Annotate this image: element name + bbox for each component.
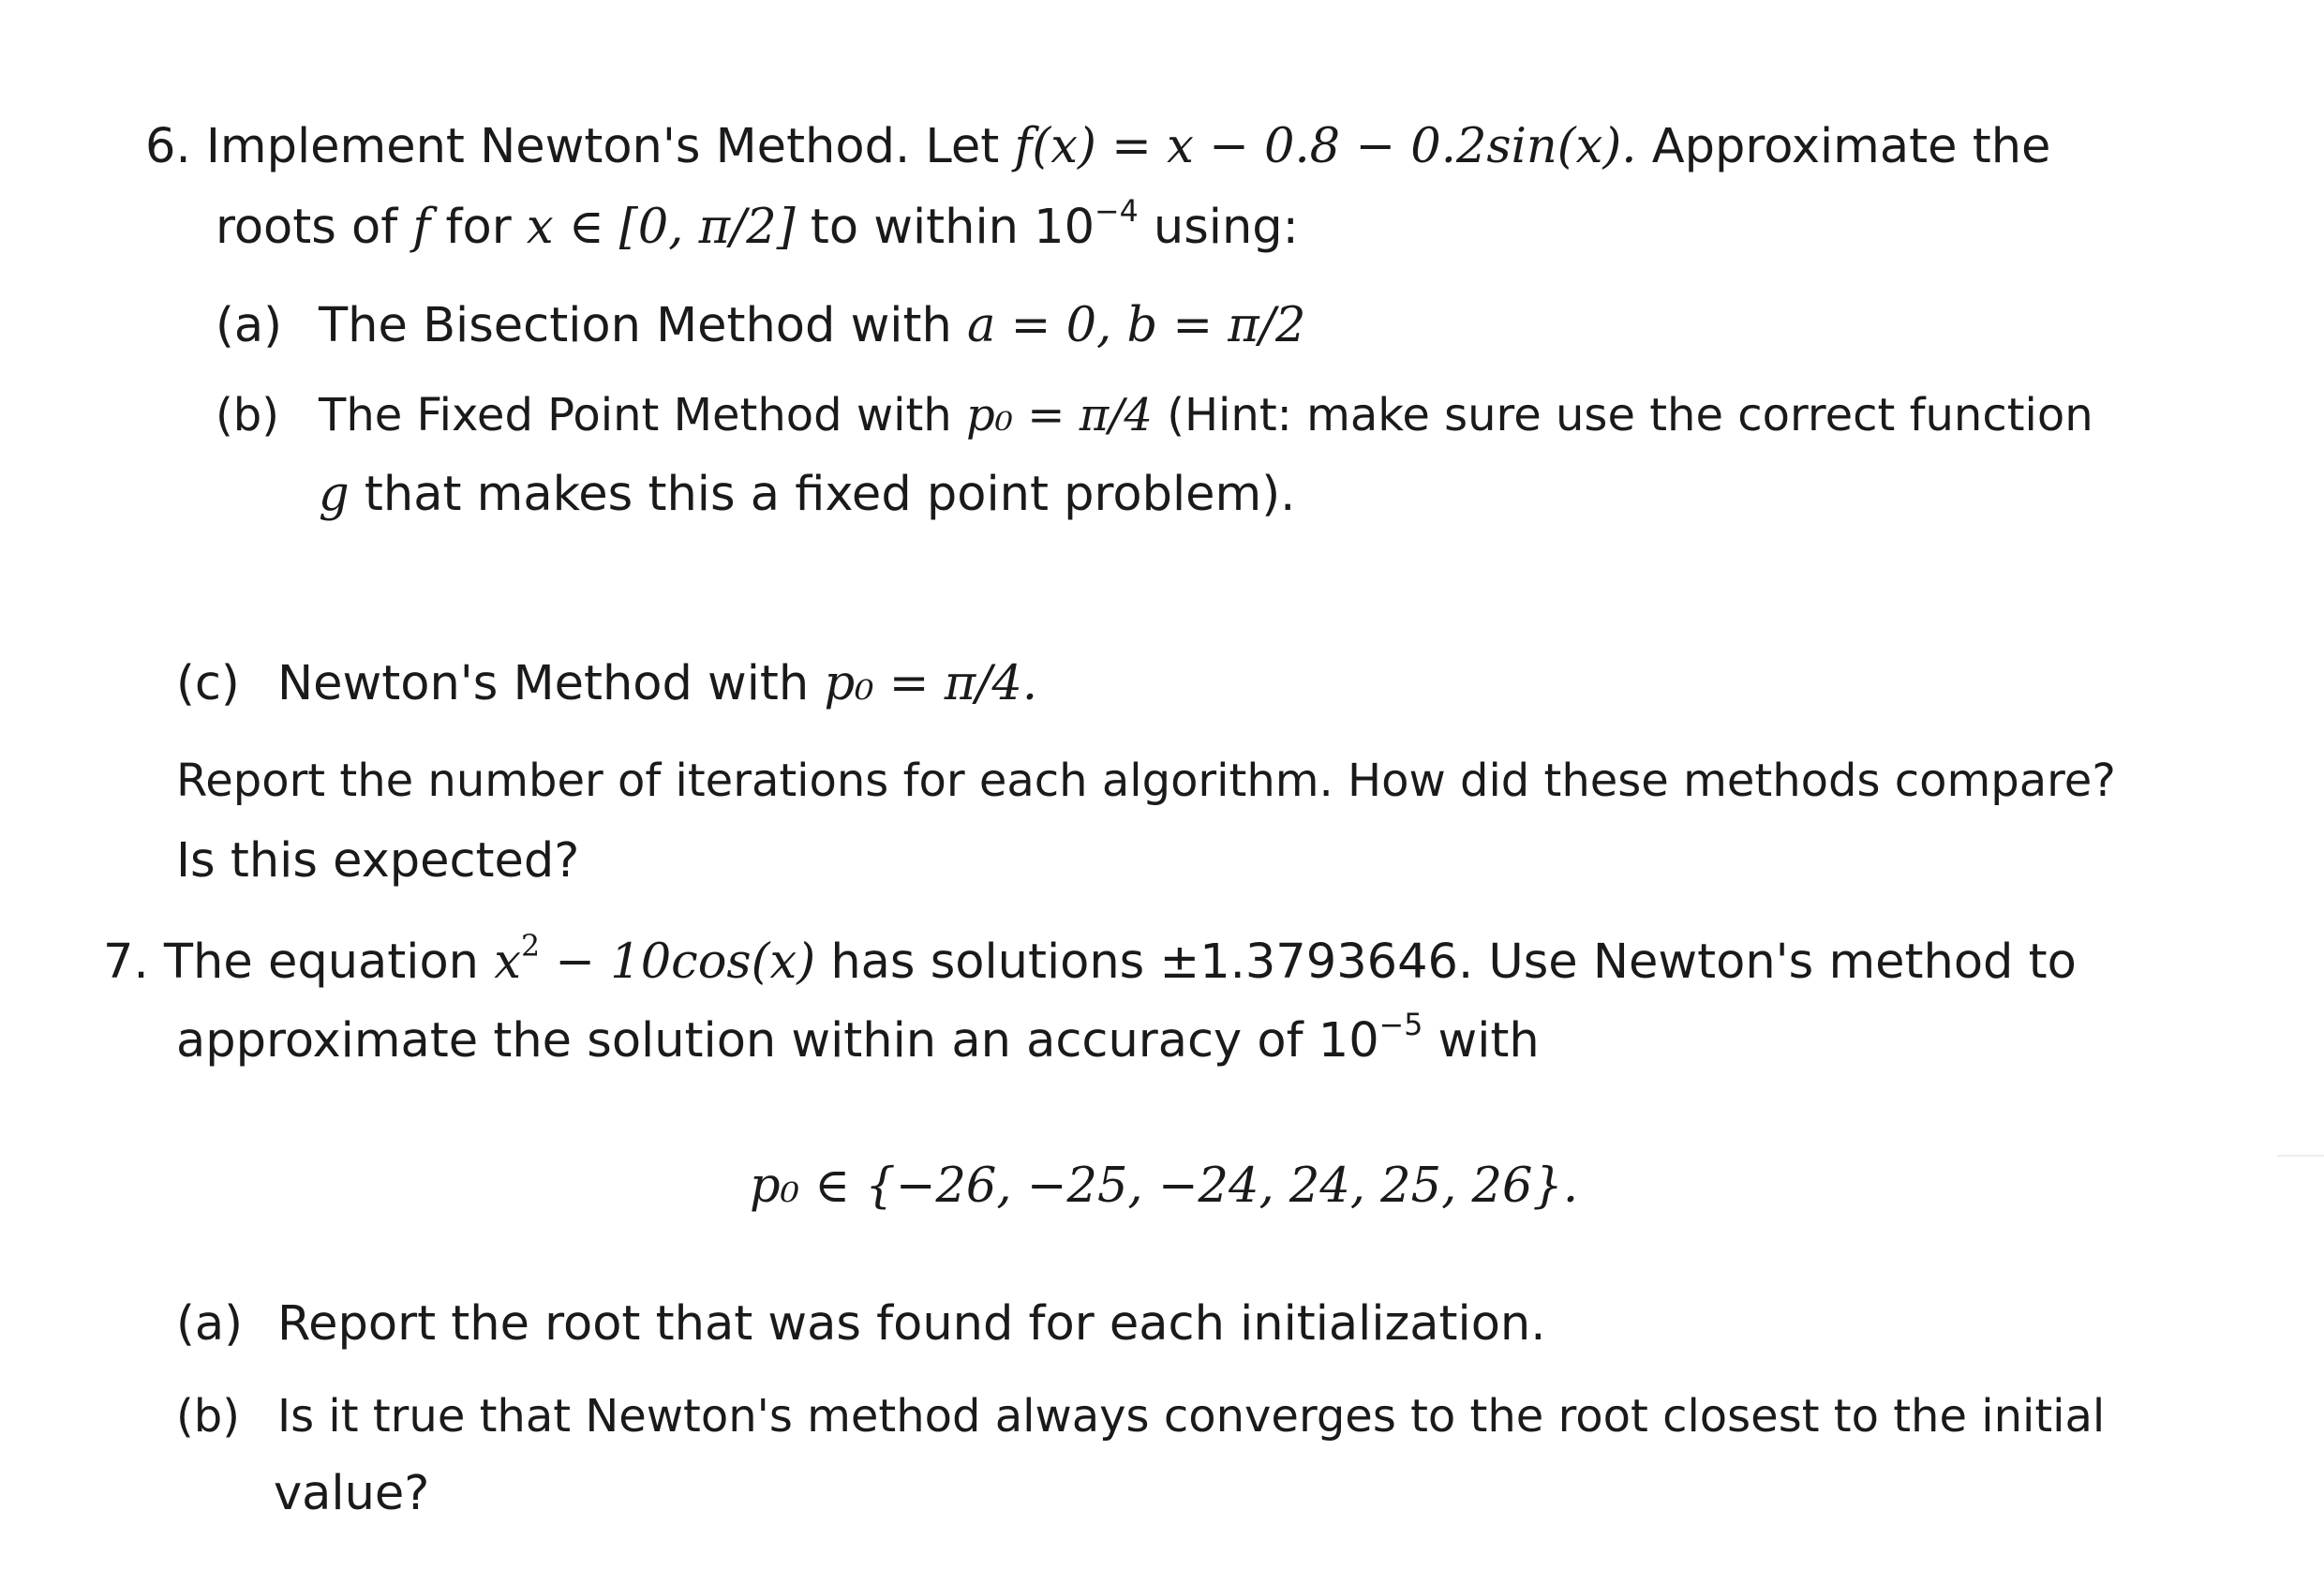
problem-7-line-1 [103,932,2077,994]
problem-7-with-text: with [1438,1013,1540,1069]
problem-6-part-c [176,653,1037,715]
problem-7-part-a [176,1293,1545,1355]
problem-6-roots-text: roots of [216,200,398,255]
problem-7-part-a-label: (a) [176,1296,244,1352]
problem-7-exponent: 2 [520,930,541,964]
part-b-hint: (Hint: make sure use the correct function [1167,389,2093,441]
problem-6-equals: = [1111,119,1152,174]
problem-7-part-a-text: Report the root that was found for each initialization. [277,1296,1546,1352]
problem-6-report-line-1 [176,750,2116,812]
problem-7-intro: The equation [163,935,479,990]
problem-7-part-b-text-1: Is it true that Newton's method always converges to the root closest to the initial [277,1390,2106,1443]
problem-6-part-a [216,295,1305,357]
problem-6-f-lhs: f(x) [1014,119,1096,174]
part-b-g-symbol: g [319,467,350,522]
report-text-1: Report the number of iterations for each algorithm. How did these methods compare? [176,755,2116,807]
problem-6-line-2 [216,197,1299,259]
part-c-math: p₀ = π/4. [824,656,1038,711]
problem-6-line-1 [145,116,2050,178]
part-c-label: (c) [176,656,240,711]
problem-6-for-text: for [445,200,512,255]
problem-6-intro: Implement Newton's Method. Let [205,119,1000,174]
problem-6-f-rhs: x − 0.8 − 0.2sin(x). [1167,119,1637,174]
part-b-text-1: The Fixed Point Method with [319,389,952,441]
problem-7-part-b-line-1 [176,1385,2105,1447]
problem-6-domain: x ∈ [0, π/2] [526,200,796,255]
problem-6-number: 6. [145,119,191,174]
problem-6-part-b-line-2 [319,464,1295,526]
problem-7-display-math: p₀ ∈ {−26, −25, −24, 24, 25, 26}. [750,1159,1579,1214]
problem-6-report-line-2 [176,830,579,892]
problem-6-tolerance-exponent: −4 [1095,195,1139,230]
problem-7-accuracy-text: approximate the solution within an accuracy of 10 [176,1013,1379,1069]
problem-7-line-2 [176,1010,1540,1072]
problem-7-part-b-label: (b) [176,1390,240,1443]
problem-7-accuracy-exponent: −5 [1378,1009,1423,1043]
part-a-label: (a) [216,298,283,353]
problem-6-f-symbol: f [412,200,431,255]
part-c-text: Newton's Method with [277,656,810,711]
problem-7-part-b-text-2: value? [274,1466,430,1521]
part-b-text-3: that makes this a fixed point problem). [364,467,1296,522]
problem-7-solutions-text: has solutions ±1.3793646. Use Newton's method to [830,935,2077,990]
problem-6-using-text: using: [1153,200,1299,255]
problem-6-approx-text: Approximate the [1651,119,2051,174]
part-b-math: p₀ = π/4 [966,389,1153,441]
part-a-text: The Bisection Method with [319,298,952,353]
problem-7-number: 7. [103,935,149,990]
problem-7-x: x [494,935,521,990]
problem-7-equation-rest: − 10cos(x) [540,935,816,990]
part-a-math: a = 0, b = π/2 [967,298,1306,353]
problem-7-part-b-line-2 [274,1463,429,1525]
problem-6-part-b-line-1 [216,384,2093,446]
report-text-2: Is this expected? [176,833,580,889]
edge-divider [2277,1155,2324,1157]
part-b-label: (b) [216,389,279,441]
problem-6-within-text: to within 10 [810,200,1095,255]
